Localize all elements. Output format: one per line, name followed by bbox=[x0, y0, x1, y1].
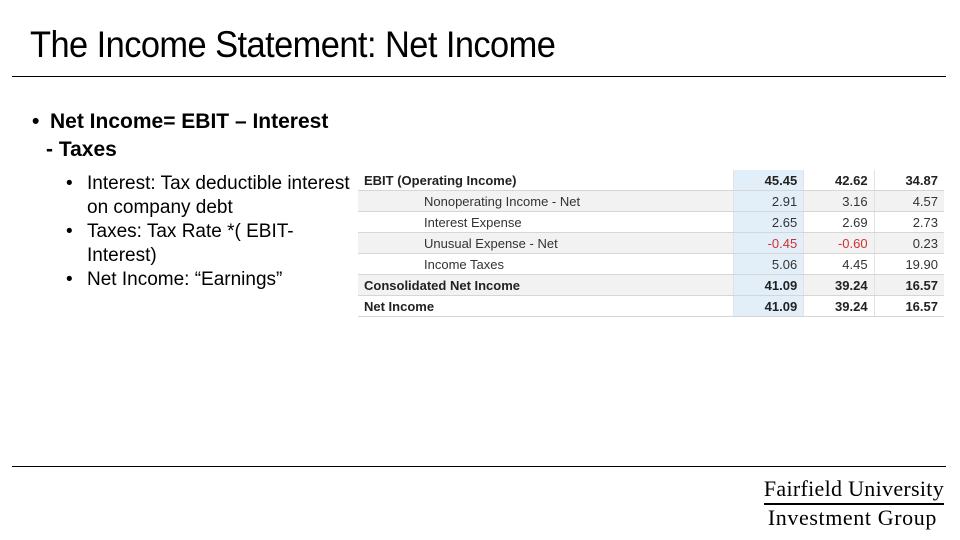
row-value: 3.16 bbox=[804, 191, 874, 212]
sub-bullet-list bbox=[66, 172, 356, 292]
logo-line1: Fairfield University bbox=[764, 476, 944, 505]
bullet-marker: • bbox=[32, 110, 40, 133]
table-row bbox=[358, 233, 944, 254]
row-value: 2.91 bbox=[733, 191, 803, 212]
footer-divider bbox=[12, 466, 946, 467]
row-value: 4.45 bbox=[804, 254, 874, 275]
row-value: -0.45 bbox=[733, 233, 803, 254]
row-value: 39.24 bbox=[804, 275, 874, 296]
table-row bbox=[358, 212, 944, 233]
bullet-marker: • bbox=[66, 173, 73, 194]
row-value: 5.06 bbox=[733, 254, 803, 275]
row-value: 4.57 bbox=[874, 191, 944, 212]
row-value: 2.69 bbox=[804, 212, 874, 233]
sub-bullet-interest bbox=[66, 172, 356, 220]
table-row bbox=[358, 296, 944, 317]
sub-bullet-net-income bbox=[66, 268, 356, 292]
university-logo bbox=[764, 476, 944, 531]
income-statement-table bbox=[358, 170, 944, 317]
row-label: Consolidated Net Income bbox=[358, 275, 733, 296]
sub-bullet-text: Interest: Tax deductible interest on company debt bbox=[87, 173, 350, 218]
table-row bbox=[358, 170, 944, 191]
row-label: Net Income bbox=[358, 296, 733, 317]
row-value: -0.60 bbox=[804, 233, 874, 254]
table-row bbox=[358, 275, 944, 296]
main-bullet-line2: - Taxes bbox=[46, 138, 117, 161]
main-bullet bbox=[32, 108, 328, 164]
row-value: 16.57 bbox=[874, 275, 944, 296]
row-label: Nonoperating Income - Net bbox=[358, 191, 733, 212]
row-value: 41.09 bbox=[733, 296, 803, 317]
row-value: 34.87 bbox=[874, 170, 944, 191]
main-bullet-line1: Net Income= EBIT – Interest bbox=[50, 110, 329, 133]
row-label: Interest Expense bbox=[358, 212, 733, 233]
table-row bbox=[358, 254, 944, 275]
bullet-marker: • bbox=[66, 269, 73, 290]
row-value: 39.24 bbox=[804, 296, 874, 317]
row-value: 2.73 bbox=[874, 212, 944, 233]
logo-line2: Investment Group bbox=[767, 505, 937, 530]
row-label: EBIT (Operating Income) bbox=[358, 170, 733, 191]
row-label: Unusual Expense - Net bbox=[358, 233, 733, 254]
bullet-marker: • bbox=[66, 221, 73, 242]
row-value: 2.65 bbox=[733, 212, 803, 233]
sub-bullet-text: Net Income: “Earnings” bbox=[87, 269, 283, 290]
row-value: 19.90 bbox=[874, 254, 944, 275]
row-value: 41.09 bbox=[733, 275, 803, 296]
sub-bullet-text: Taxes: Tax Rate *( EBIT-Interest) bbox=[87, 221, 294, 266]
slide-title: The Income Statement: Net Income bbox=[30, 24, 556, 65]
sub-bullet-taxes bbox=[66, 220, 356, 268]
table-row bbox=[358, 191, 944, 212]
row-value: 42.62 bbox=[804, 170, 874, 191]
row-value: 0.23 bbox=[874, 233, 944, 254]
row-value: 16.57 bbox=[874, 296, 944, 317]
row-label: Income Taxes bbox=[358, 254, 733, 275]
title-divider bbox=[12, 76, 946, 77]
row-value: 45.45 bbox=[733, 170, 803, 191]
